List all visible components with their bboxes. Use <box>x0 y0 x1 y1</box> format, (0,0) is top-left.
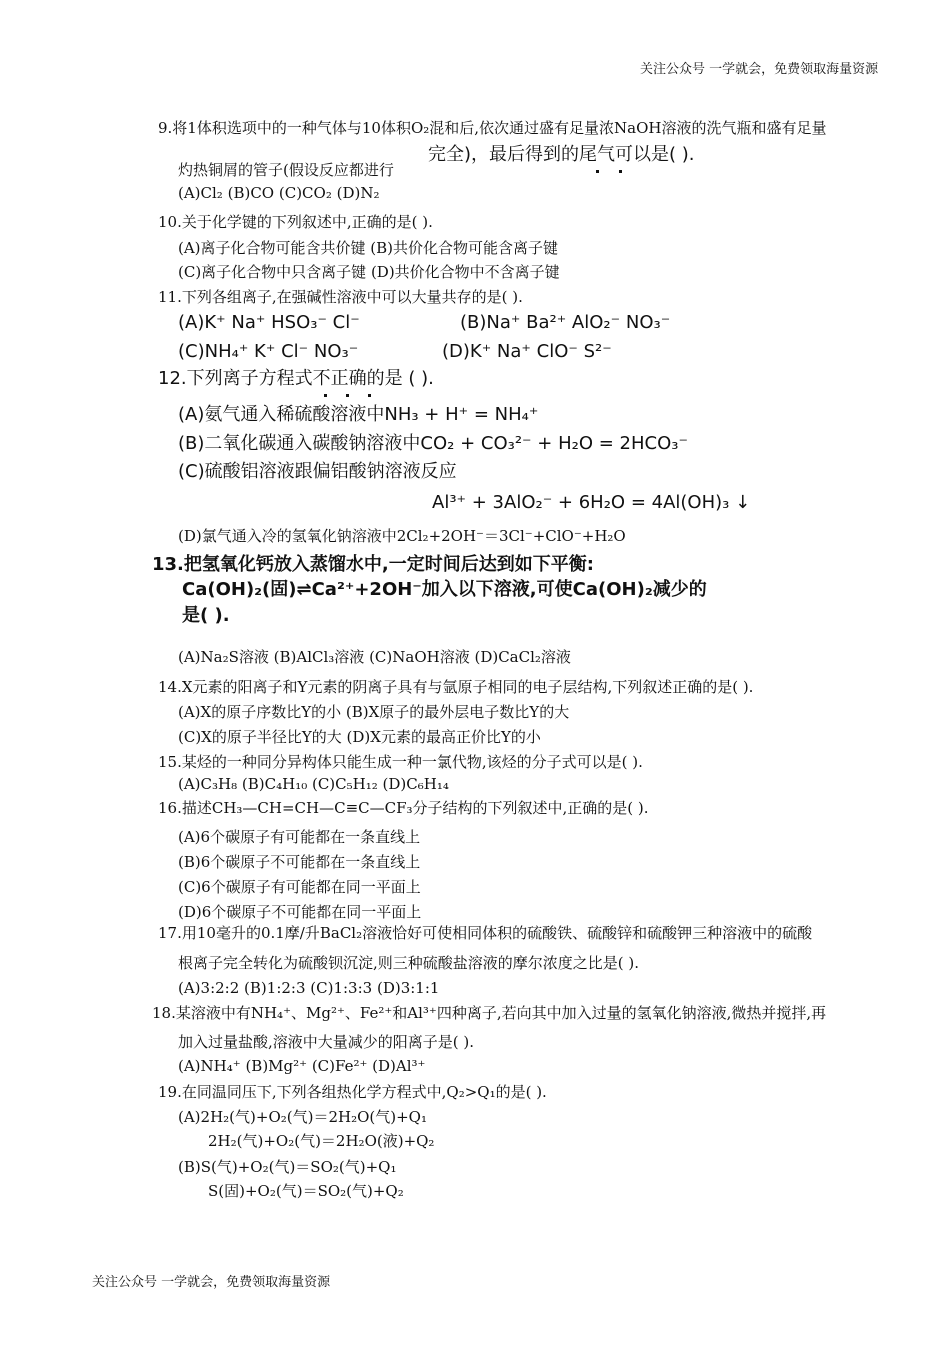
question-19-option-b-2: S(固)+O₂(气)＝SO₂(气)+Q₂ <box>208 1182 404 1200</box>
question-10-stem: 10.关于化学键的下列叙述中,正确的是( ). <box>158 213 433 231</box>
question-10-options-2: (C)离子化合物中只含离子键 (D)共价化合物中不含离子键 <box>178 263 560 281</box>
emphasis-dot <box>346 394 349 397</box>
question-15-options: (A)C₃H₈ (B)C₄H₁₀ (C)C₅H₁₂ (D)C₆H₁₄ <box>178 775 449 793</box>
watermark-top: 关注公众号 一学就会，免费领取海量资源 <box>640 62 879 77</box>
question-12-option-d: (D)氯气通入冷的氢氧化钠溶液中2Cl₂+2OH⁻＝3Cl⁻+ClO⁻+H₂O <box>178 527 626 545</box>
question-18-line2: 加入过量盐酸,溶液中大量减少的阳离子是( ). <box>178 1033 475 1051</box>
question-19-option-b-1: (B)S(气)+O₂(气)＝SO₂(气)+Q₁ <box>178 1158 397 1176</box>
question-14-options-2: (C)X的原子半径比Y的大 (D)X元素的最高正价比Y的小 <box>178 728 541 746</box>
question-16-option-c: (C)6个碳原子有可能都在同一平面上 <box>178 878 421 896</box>
question-11-option-d: (D)K⁺ Na⁺ ClO⁻ S²⁻ <box>442 341 612 362</box>
emphasis-dot <box>368 394 371 397</box>
emphasis-dot <box>619 170 622 173</box>
question-16-option-d: (D)6个碳原子不可能都在同一平面上 <box>178 903 422 921</box>
question-16-stem: 16.描述CH₃—CH=CH—C≡C—CF₃分子结构的下列叙述中,正确的是( ). <box>158 799 649 817</box>
question-11-option-c: (C)NH₄⁺ K⁺ Cl⁻ NO₃⁻ <box>178 341 359 362</box>
question-13-options: (A)Na₂S溶液 (B)AlCl₃溶液 (C)NaOH溶液 (D)CaCl₂溶液 <box>178 648 571 666</box>
question-18-options: (A)NH₄⁺ (B)Mg²⁺ (C)Fe²⁺ (D)Al³⁺ <box>178 1057 426 1075</box>
emphasis-dot <box>324 394 327 397</box>
question-15-stem: 15.某烃的一种同分异构体只能生成一种一氯代物,该烃的分子式可以是( ). <box>158 753 643 771</box>
question-9-line1: 9.将1体积选项中的一种气体与10体积O₂混和后,依次通过盛有足量浓NaOH溶液的洗气瓶和盛有足量 <box>158 119 827 137</box>
question-16-option-a: (A)6个碳原子有可能都在一条直线上 <box>178 828 421 846</box>
question-12-option-c: (C)硫酸铝溶液跟偏铝酸钠溶液反应 <box>178 461 457 482</box>
question-19-stem: 19.在同温同压下,下列各组热化学方程式中,Q₂>Q₁的是( ). <box>158 1083 547 1101</box>
question-12-option-a: (A)氨气通入稀硫酸溶液中NH₃ + H⁺ = NH₄⁺ <box>178 404 539 425</box>
question-17-line2: 根离子完全转化为硫酸钡沉淀,则三种硫酸盐溶液的摩尔浓度之比是( ). <box>178 954 640 972</box>
question-13-line2: Ca(OH)₂(固)⇌Ca²⁺+2OH⁻加入以下溶液,可使Ca(OH)₂减少的 <box>182 579 707 600</box>
question-12-option-c-equation: Al³⁺ + 3AlO₂⁻ + 6H₂O = 4Al(OH)₃ ↓ <box>432 492 751 513</box>
question-9-line3: 灼热铜屑的管子(假设反应都进行 <box>178 161 394 179</box>
question-17-options: (A)3:2:2 (B)1:2:3 (C)1:3:3 (D)3:1:1 <box>178 979 440 997</box>
emphasis-dot <box>596 170 599 173</box>
question-12-stem: 12.下列离子方程式不正确的是 ( ). <box>158 368 434 389</box>
question-11-option-b: (B)Na⁺ Ba²⁺ AlO₂⁻ NO₃⁻ <box>460 312 671 333</box>
question-9-line2: 完全)，最后得到的尾气可以是( ). <box>428 144 695 165</box>
question-14-options-1: (A)X的原子序数比Y的小 (B)X原子的最外层电子数比Y的大 <box>178 703 570 721</box>
watermark-bottom: 关注公众号 一学就会，免费领取海量资源 <box>92 1275 331 1290</box>
question-16-option-b: (B)6个碳原子不可能都在一条直线上 <box>178 853 421 871</box>
question-19-option-a-1: (A)2H₂(气)+O₂(气)＝2H₂O(气)+Q₁ <box>178 1108 427 1126</box>
question-13-line1: 13.把氢氧化钙放入蒸馏水中,一定时间后达到如下平衡: <box>152 554 594 575</box>
question-11-stem: 11.下列各组离子,在强碱性溶液中可以大量共存的是( ). <box>158 288 523 306</box>
question-12-option-b: (B)二氧化碳通入碳酸钠溶液中CO₂ + CO₃²⁻ + H₂O = 2HCO₃⁻ <box>178 433 688 454</box>
question-11-option-a: (A)K⁺ Na⁺ HSO₃⁻ Cl⁻ <box>178 312 360 333</box>
question-19-option-a-2: 2H₂(气)+O₂(气)＝2H₂O(液)+Q₂ <box>208 1132 435 1150</box>
question-17-line1: 17.用10毫升的0.1摩/升BaCl₂溶液恰好可使相同体积的硫酸铁、硫酸锌和硫酸钾三种溶液中的硫酸 <box>158 924 813 942</box>
question-14-stem: 14.X元素的阳离子和Y元素的阴离子具有与氩原子相同的电子层结构,下列叙述正确的是( ). <box>158 678 754 696</box>
question-10-options-1: (A)离子化合物可能含共价键 (B)共价化合物可能含离子键 <box>178 239 559 257</box>
question-18-line1: 18.某溶液中有NH₄⁺、Mg²⁺、Fe²⁺和Al³⁺四种离子,若向其中加入过量的氢氧化钠溶液,微热并搅拌,再 <box>152 1004 827 1022</box>
question-13-line3: 是( ). <box>182 605 230 626</box>
question-9-options: (A)Cl₂ (B)CO (C)CO₂ (D)N₂ <box>178 184 380 202</box>
